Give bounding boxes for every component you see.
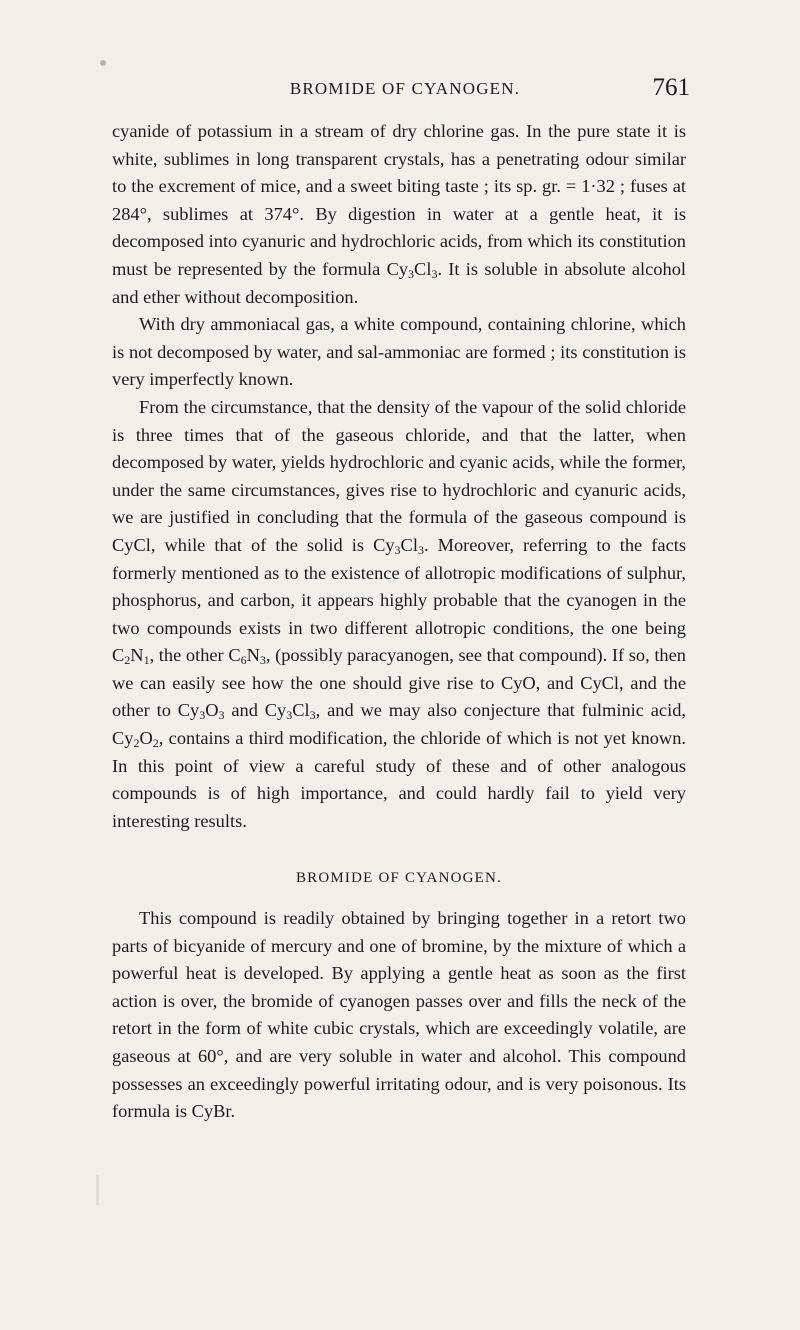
text-run: , (possibly paracyanogen, see that compound). If so, then we can easily see how the one should give rise to CyO, and CyCl, and the other to Cy [112,645,686,721]
text-run: , the other C [149,645,241,666]
text-run: , and we may also conjecture that fulminic acid, Cy [112,700,686,749]
formula-subscript: 3 [286,708,293,723]
page-header [120,74,690,106]
text-run: N [246,645,260,666]
text-run: , contains a third modification, the chloride of which is not yet known. In this point of view a careful study of these and of other analogous compounds is of high importance, and could hardly fail to yield very interesting results. [112,728,686,831]
paragraph-bromide-preparation: This compound is readily obtained by bringing together in a retort two parts of bicyanide of mercury and one of bromine, by the mixture of which a powerful heat is developed. By applying a gentle heat as soon as the first action is over, the bromide of cyanogen passes over and fills the neck of the retort in the form of white cubic crystals, which are exceedingly volatile, are gaseous at 60°, and are very soluble in water and alcohol. This compound possesses an exceedingly powerful irritating odour, and is very poisonous. Its formula is CyBr. [112,908,686,1122]
page-blemish-dot [100,60,106,66]
page-margin-mark [96,1175,99,1205]
formula-subscript: 3 [309,708,316,723]
text-run: . It is soluble in absolute alcohol and ether without decomposition. [112,258,687,307]
text-run: . Moreover, referring to the facts formerly mentioned as to the existence of allotropic modifications of sulphur, phosphorus, and carbon, it appears highly probable that the cyanogen in the two compounds exists in two different allotropic conditions, the one being C [112,534,686,666]
formula-subscript: 3 [417,542,424,557]
paragraph-ammoniacal-gas [112,311,686,394]
formula-subscript: 3 [394,542,401,557]
formula-subscript: 6 [240,653,247,668]
text-run: O [139,728,153,749]
text-run: Cl [292,700,310,721]
text-run: Cl [414,258,432,279]
text-run: Cl [400,534,418,555]
text-run: N [130,645,144,666]
formula-subscript: 3 [259,653,266,668]
section-heading: BROMIDE OF CYANOGEN. [295,870,503,887]
text-run: With dry ammoniacal gas, a white compound, containing chlorine, which is not decomposed by water, and sal-ammoniac are formed ; its constitution is very imperfectly known. [112,314,686,390]
page-number: 761 [652,74,690,101]
formula-subscript: 2 [133,736,140,751]
running-head: BROMIDE OF CYANOGEN. [289,79,521,98]
formula-subscript: 2 [124,653,131,668]
text-run: O [205,700,219,721]
formula-subscript: 2 [152,736,159,751]
formula-subscript: 3 [199,708,206,723]
text-run: cyanide of potassium in a stream of dry chlorine gas. In the pure state it is white, sublimes in long transparent crystals, has a penetrating odour similar to the excrement of mice, and a sweet biting taste ; its sp. gr. = 1·32 ; fuses at 284°, sublimes at 374°. By digestion in water at a gentle heat, it is decomposed into cyanuric and hydrochloric acids, from which its constitution must be represented by the formula Cy [112,121,686,279]
text-run: From the circumstance, that the density of the vapour of the solid chloride is three times that of the gaseous chloride, and that the latter, when decomposed by water, yields hydrochloric and cyanic acids, while the former, under the same circumstances, gives rise to hydrochloric and cyanuric acids, we are justified in concluding that the formula of the gaseous compound is CyCl, while that of the solid is Cy [112,396,686,555]
paragraph-solid-chloride [112,118,686,311]
formula-subscript: 3 [431,266,438,281]
paragraph-allotropic-conditions [112,394,686,836]
formula-subscript: 3 [408,266,415,281]
formula-subscript: 3 [218,708,225,723]
text-run: and Cy [224,700,287,721]
body-text [112,118,686,1126]
formula-subscript: 1 [143,653,150,668]
